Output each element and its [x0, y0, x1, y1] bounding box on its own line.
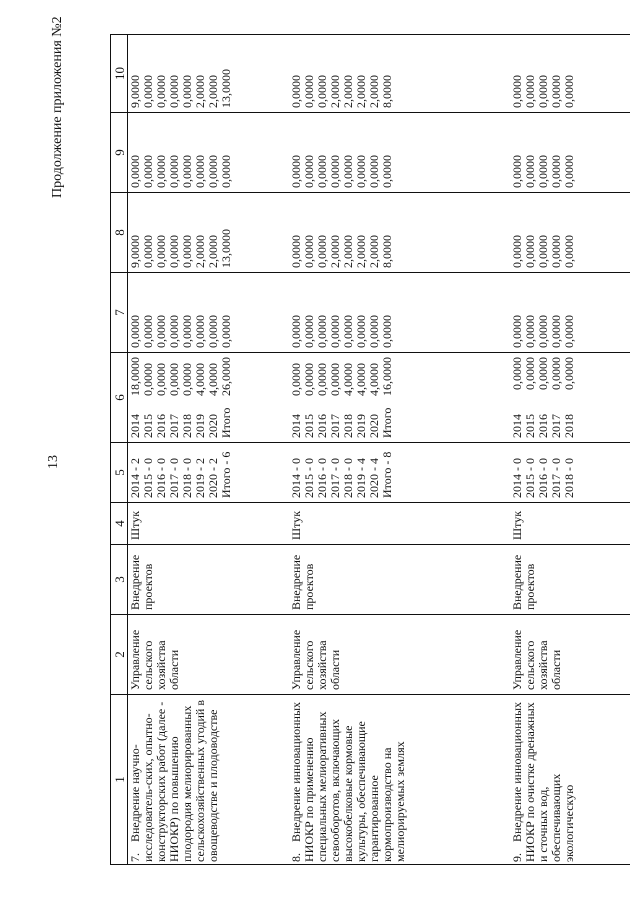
amount-value: 0,0000 [154, 155, 168, 188]
column-header: 1 [111, 695, 128, 865]
targets-cell [510, 443, 630, 503]
target-value: 2014 - 0 [509, 458, 524, 498]
year-label: 2019 [353, 414, 368, 438]
amount-value: 0,0000 [128, 315, 142, 348]
column-header: 7 [111, 273, 128, 353]
row-number: 8. [288, 853, 303, 862]
amount-value: 0,0000 [301, 363, 316, 396]
unit-name: Штук [509, 510, 524, 540]
amount-value: 2,0000 [353, 235, 368, 268]
amount-value: 0,0000 [141, 363, 155, 396]
amount-value: 0,0000 [141, 235, 155, 268]
amount-value: 0,0000 [301, 75, 316, 108]
amount-value: 2,0000 [340, 235, 355, 268]
amount-value: 0,0000 [301, 235, 316, 268]
row-number: 9. [509, 853, 524, 862]
column-header: 9 [111, 113, 128, 193]
col10-cell [289, 35, 510, 113]
amount-value: 0,0000 [379, 155, 394, 188]
indicator-name: Внедрение проектов [509, 554, 537, 610]
unit-cell [128, 503, 289, 545]
amount-value: 0,0000 [141, 75, 155, 108]
amount-value: 2,0000 [366, 75, 381, 108]
year-label: 2017 [167, 414, 181, 438]
amount-value: 13,0000 [219, 69, 233, 108]
amount-value: 0,0000 [167, 75, 181, 108]
year-label: 2018 [180, 414, 194, 438]
year-label: 2014 [128, 414, 142, 438]
amount-value: 0,0000 [154, 75, 168, 108]
amount-value: 13,0000 [219, 229, 233, 268]
target-value: 2020 - 2 [206, 458, 220, 498]
col7-cell [510, 273, 630, 353]
amount-value: 0,0000 [535, 155, 550, 188]
year-label: 2018 [561, 414, 576, 438]
amount-value: 0,0000 [193, 315, 207, 348]
amount-value: 2,0000 [366, 235, 381, 268]
amount-value: 0,0000 [314, 155, 329, 188]
amount-value: 8,0000 [379, 75, 394, 108]
executor-name: Управление сельского хозяйства области [128, 629, 181, 690]
col8-cell [128, 193, 289, 273]
executor-cell [289, 615, 510, 695]
amount-value: 0,0000 [509, 357, 524, 390]
col10-cell [510, 35, 630, 113]
year-label: 2016 [314, 414, 329, 438]
amount-value: 0,0000 [522, 75, 537, 108]
unit-cell [510, 503, 630, 545]
amount-value: 0,0000 [561, 315, 576, 348]
amount-value: 0,0000 [561, 235, 576, 268]
year-label: Итого [379, 407, 394, 438]
col10-cell [128, 35, 289, 113]
year-label: 2016 [535, 414, 550, 438]
target-value: 2015 - 0 [522, 458, 537, 498]
col7-cell [289, 273, 510, 353]
unit-name: Штук [288, 510, 303, 540]
years-values-cell [128, 353, 289, 443]
year-label: 2015 [141, 414, 155, 438]
amount-value: 0,0000 [509, 235, 524, 268]
amount-value: 0,0000 [167, 235, 181, 268]
col9-cell [289, 113, 510, 193]
measure-cell [510, 695, 630, 865]
col9-cell [128, 113, 289, 193]
amount-value: 0,0000 [327, 155, 342, 188]
target-value: 2017 - 0 [548, 458, 563, 498]
target-value: 2019 - 4 [353, 458, 368, 498]
column-header: 8 [111, 193, 128, 273]
amount-value: 0,0000 [314, 363, 329, 396]
amount-value: 0,0000 [314, 235, 329, 268]
amount-value: 0,0000 [548, 75, 563, 108]
amount-value: 0,0000 [154, 363, 168, 396]
appendix-continuation-title: Продолжение приложения №2 [50, 16, 65, 198]
amount-value: 0,0000 [509, 75, 524, 108]
amount-value: 0,0000 [509, 155, 524, 188]
amount-value: 2,0000 [193, 235, 207, 268]
amount-value: 0,0000 [535, 75, 550, 108]
target-value: 2016 - 0 [314, 458, 329, 498]
unit-name: Штук [128, 510, 142, 540]
amount-value: 0,0000 [522, 155, 537, 188]
measure-cell [128, 695, 289, 865]
indicator-name: Внедрение проектов [128, 554, 155, 610]
amount-value: 0,0000 [366, 155, 381, 188]
indicator-cell [128, 545, 289, 615]
unit-cell [289, 503, 510, 545]
program-table [110, 34, 630, 865]
indicator-name: Внедрение проектов [288, 554, 316, 610]
years-values-cell [289, 353, 510, 443]
column-header: 2 [111, 615, 128, 695]
amount-value: 0,0000 [301, 315, 316, 348]
year-label: 2019 [193, 414, 207, 438]
amount-value: 18,0000 [128, 357, 142, 396]
years-values-cell [510, 353, 630, 443]
amount-value: 2,0000 [193, 75, 207, 108]
amount-value: 2,0000 [206, 235, 220, 268]
measure-cell [289, 695, 510, 865]
target-value: 2015 - 0 [141, 458, 155, 498]
table-row [510, 35, 630, 865]
amount-value: 0,0000 [288, 315, 303, 348]
table-row [289, 35, 510, 865]
amount-value: 0,0000 [167, 315, 181, 348]
amount-value: 4,0000 [366, 363, 381, 396]
amount-value: 4,0000 [340, 363, 355, 396]
target-value: 2018 - 0 [180, 458, 194, 498]
amount-value: 0,0000 [314, 315, 329, 348]
amount-value: 0,0000 [340, 155, 355, 188]
target-value: 2014 - 2 [128, 458, 142, 498]
amount-value: 8,0000 [379, 235, 394, 268]
amount-value: 0,0000 [219, 315, 233, 348]
amount-value: 2,0000 [353, 75, 368, 108]
amount-value: 0,0000 [167, 155, 181, 188]
column-header: 10 [111, 35, 128, 113]
measure-name: Внедрение инновационных НИОКР по очистке дренажных и сточных вод, обеспечивающих экологическую [509, 701, 576, 862]
target-value: 2017 - 0 [167, 458, 181, 498]
measure-name: Внедрение научно-исследователь-ских, опытно-конструкторских работ (далее - НИОКР) по повышению плодородия мелиорированных сельскохозяйственных угодий в овощеводстве и плодоводстве [128, 699, 220, 862]
year-label: 2017 [327, 414, 342, 438]
amount-value: 4,0000 [193, 363, 207, 396]
amount-value: 0,0000 [128, 155, 142, 188]
amount-value: 0,0000 [379, 315, 394, 348]
year-label: 2015 [301, 414, 316, 438]
amount-value: 9,0000 [128, 75, 142, 108]
amount-value: 0,0000 [141, 315, 155, 348]
year-label: Итого [219, 407, 233, 438]
amount-value: 2,0000 [206, 75, 220, 108]
year-label: 2016 [154, 414, 168, 438]
target-value: 2018 - 0 [340, 458, 355, 498]
amount-value: 0,0000 [548, 315, 563, 348]
executor-name: Управление сельского хозяйства области [288, 629, 342, 690]
amount-value: 0,0000 [288, 75, 303, 108]
amount-value: 9,0000 [128, 235, 142, 268]
amount-value: 0,0000 [154, 315, 168, 348]
amount-value: 26,0000 [219, 357, 233, 396]
executor-cell [510, 615, 630, 695]
amount-value: 4,0000 [353, 363, 368, 396]
year-label: 2020 [206, 414, 220, 438]
amount-value: 0,0000 [154, 235, 168, 268]
amount-value: 0,0000 [180, 315, 194, 348]
amount-value: 0,0000 [522, 315, 537, 348]
column-header: 5 [111, 443, 128, 503]
row-number: 7. [128, 853, 142, 862]
amount-value: 0,0000 [561, 75, 576, 108]
page-number: 13 [46, 455, 61, 469]
year-label: 2014 [288, 414, 303, 438]
amount-value: 0,0000 [353, 155, 368, 188]
col7-cell [128, 273, 289, 353]
amount-value: 0,0000 [327, 363, 342, 396]
amount-value: 0,0000 [180, 235, 194, 268]
year-label: 2014 [509, 414, 524, 438]
amount-value: 0,0000 [167, 363, 181, 396]
amount-value: 0,0000 [301, 155, 316, 188]
target-value: 2017 - 0 [327, 458, 342, 498]
amount-value: 0,0000 [141, 155, 155, 188]
amount-value: 0,0000 [548, 155, 563, 188]
amount-value: 0,0000 [535, 357, 550, 390]
target-value: 2020 - 4 [366, 458, 381, 498]
amount-value: 0,0000 [180, 75, 194, 108]
amount-value: 0,0000 [522, 235, 537, 268]
year-label: 2018 [340, 414, 355, 438]
executor-cell [128, 615, 289, 695]
amount-value: 0,0000 [180, 155, 194, 188]
targets-cell [128, 443, 289, 503]
amount-value: 0,0000 [366, 315, 381, 348]
col9-cell [510, 113, 630, 193]
amount-value: 0,0000 [561, 155, 576, 188]
amount-value: 0,0000 [314, 75, 329, 108]
target-value: 2016 - 0 [154, 458, 168, 498]
col8-cell [289, 193, 510, 273]
year-label: 2015 [522, 414, 537, 438]
target-value: Итого - 8 [379, 451, 394, 498]
amount-value: 0,0000 [548, 357, 563, 390]
column-header: 6 [111, 353, 128, 443]
amount-value: 0,0000 [509, 315, 524, 348]
table-row [128, 35, 289, 865]
indicator-cell [510, 545, 630, 615]
amount-value: 16,0000 [379, 357, 394, 396]
amount-value: 0,0000 [522, 357, 537, 390]
amount-value: 0,0000 [206, 315, 220, 348]
amount-value: 0,0000 [288, 235, 303, 268]
executor-name: Управление сельского хозяйства области [509, 629, 563, 690]
target-value: 2014 - 0 [288, 458, 303, 498]
indicator-cell [289, 545, 510, 615]
target-value: 2019 - 2 [193, 458, 207, 498]
measure-name: Внедрение инновационных НИОКР по применению специальных мелиоративных севооборотов, включающих высокобелковые кормовые культуры, обеспечивающие гарантированное кормопроизводство на мелиорируемых землях [288, 701, 407, 862]
amount-value: 0,0000 [219, 155, 233, 188]
amount-value: 0,0000 [535, 235, 550, 268]
amount-value: 0,0000 [288, 155, 303, 188]
amount-value: 0,0000 [535, 315, 550, 348]
amount-value: 0,0000 [193, 155, 207, 188]
amount-value: 0,0000 [353, 315, 368, 348]
amount-value: 0,0000 [561, 357, 576, 390]
amount-value: 0,0000 [548, 235, 563, 268]
target-value: 2016 - 0 [535, 458, 550, 498]
column-header: 4 [111, 503, 128, 545]
amount-value: 4,0000 [206, 363, 220, 396]
targets-cell [289, 443, 510, 503]
column-header: 3 [111, 545, 128, 615]
year-label: 2017 [548, 414, 563, 438]
column-number-header-row [111, 35, 128, 865]
amount-value: 0,0000 [327, 315, 342, 348]
amount-value: 0,0000 [340, 315, 355, 348]
amount-value: 2,0000 [327, 235, 342, 268]
amount-value: 2,0000 [327, 75, 342, 108]
year-label: 2020 [366, 414, 381, 438]
amount-value: 0,0000 [288, 363, 303, 396]
col8-cell [510, 193, 630, 273]
target-value: 2018 - 0 [561, 458, 576, 498]
target-value: 2015 - 0 [301, 458, 316, 498]
target-value: Итого - 6 [219, 451, 233, 498]
amount-value: 0,0000 [206, 155, 220, 188]
amount-value: 0,0000 [180, 363, 194, 396]
amount-value: 2,0000 [340, 75, 355, 108]
